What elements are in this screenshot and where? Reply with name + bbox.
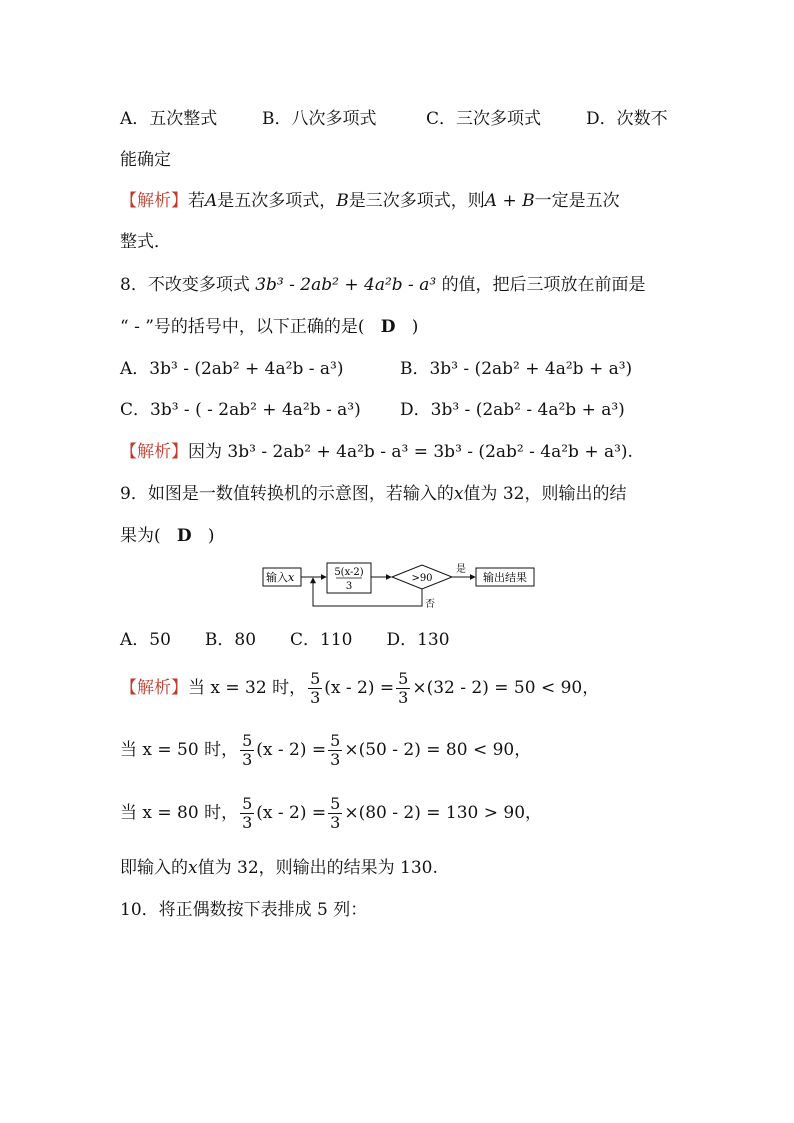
fraction: $\frac{5}{3}$ bbox=[398, 669, 409, 707]
q9-options: A．50 B．80 C．110 D．130 bbox=[120, 630, 450, 650]
q7-analysis-continued: 整式． bbox=[120, 232, 171, 252]
analysis-tag: 【解析】 bbox=[120, 678, 188, 698]
analysis-tag: 【解析】 bbox=[120, 442, 188, 462]
q7-option-d: D．次数不 bbox=[586, 109, 668, 129]
q7-option-c: C．三次多项式 bbox=[426, 109, 542, 129]
q8-option-a: A．3b³ - (2ab² + 4a²b - a³) bbox=[120, 359, 344, 379]
q9-stem: 9．如图是一数值转换机的示意图，若输入的x值为 32，则输出的结 bbox=[120, 484, 627, 504]
yes-label: 是 bbox=[456, 564, 466, 575]
q9-conclusion: 即输入的x值为 32，则输出的结果为 130. bbox=[120, 858, 438, 878]
q7-option-d-continued: 能确定 bbox=[120, 150, 171, 170]
q7-analysis: 【解析】若A是五次多项式，B是三次多项式，则A + B一定是五次 bbox=[120, 191, 620, 211]
q8-option-c: C．3b³ - ( - 2ab² + 4a²b - a³) bbox=[120, 400, 361, 420]
fraction: $\frac{5}{3}$ bbox=[330, 731, 341, 769]
q8-stem: 8．不改变多项式 3b³ - 2ab² + 4a²b - a³ 的值，把后三项放在前面是 bbox=[120, 275, 646, 295]
fraction: $\frac{5}{3}$ bbox=[242, 731, 253, 769]
q9-answer: D bbox=[176, 526, 192, 546]
fraction: $\frac{5}{3}$ bbox=[242, 794, 253, 832]
q10-stem: 10．将正偶数按下表排成 5 列： bbox=[120, 900, 368, 920]
conversion-machine-diagram bbox=[262, 560, 538, 612]
q8-stem-continued: “ - ”号的括号中，以下正确的是( D ) bbox=[120, 317, 419, 337]
no-label: 否 bbox=[425, 599, 435, 610]
q7-option-a: A．五次整式 bbox=[120, 109, 218, 129]
fraction: $\frac{5}{3}$ bbox=[330, 794, 341, 832]
q7-option-b: B．八次多项式 bbox=[262, 109, 377, 129]
svg-text:>90: >90 bbox=[411, 573, 433, 584]
q8-polynomial: 3b³ - 2ab² + 4a²b - a³ bbox=[255, 275, 437, 295]
q8-analysis: 【解析】因为 3b³ - 2ab² + 4a²b - a³ = 3b³ - (2ab² - 4a²b + a³). bbox=[120, 442, 633, 462]
svg-text:5(x-2): 5(x-2) bbox=[334, 567, 364, 578]
svg-text:3: 3 bbox=[345, 581, 353, 592]
analysis-tag: 【解析】 bbox=[120, 191, 188, 211]
q9-analysis-step2: 当 x = 50 时， $\frac{5}{3}$ (x - 2) = $\frac{5}{3}$ ×(50 - 2) = 80 < 90， bbox=[120, 731, 532, 769]
q8-option-d: D．3b³ - (2ab² - 4a²b + a³) bbox=[400, 400, 625, 420]
svg-text:输入x: 输入x bbox=[266, 571, 295, 584]
q9-analysis-step1: 【解析】当 x = 32 时， $\frac{5}{3}$ (x - 2) = $\frac{5}{3}$ ×(32 - 2) = 50 < 90， bbox=[120, 669, 600, 707]
svg-text:输出结果: 输出结果 bbox=[483, 571, 527, 584]
fraction: $\frac{5}{3}$ bbox=[310, 669, 321, 707]
q8-answer: D bbox=[380, 317, 396, 337]
q9-analysis-step3: 当 x = 80 时， $\frac{5}{3}$ (x - 2) = $\frac{5}{3}$ ×(80 - 2) = 130 > 90， bbox=[120, 794, 543, 832]
q9-stem-continued: 果为( D ) bbox=[120, 526, 215, 546]
q8-option-b: B．3b³ - (2ab² + 4a²b + a³) bbox=[400, 359, 633, 379]
